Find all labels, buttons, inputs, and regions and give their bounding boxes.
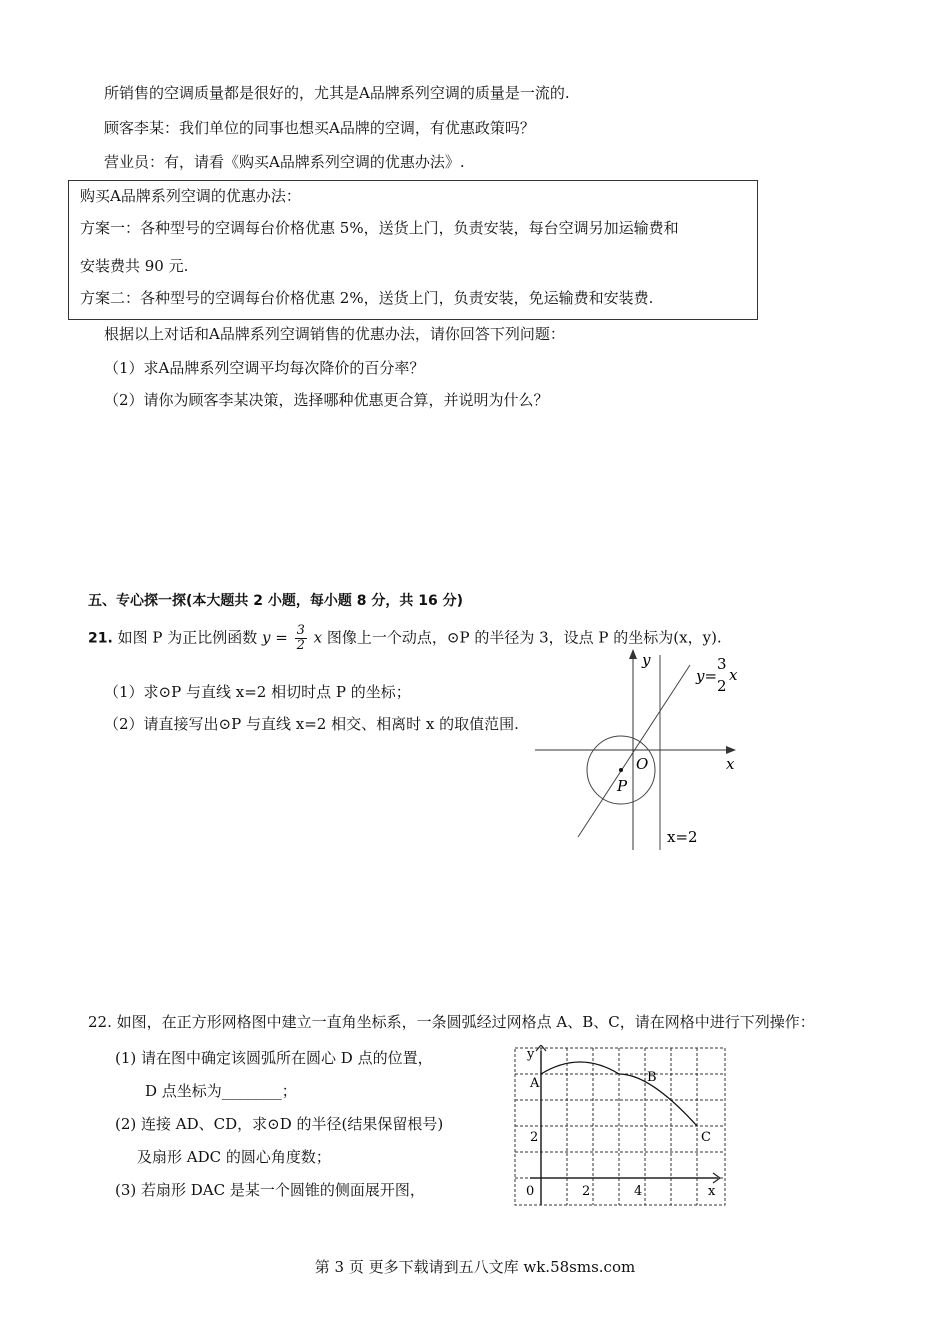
q21-function-line: [578, 665, 690, 837]
q21-stem-b: 图像上一个动点，⊙P 的半径为 3，设点 P 的坐标为(x，y).: [326, 628, 722, 647]
q22-tick-x2: 2: [582, 1184, 591, 1199]
q22-part-1-cont: D 点坐标为________；: [145, 1082, 297, 1100]
q21-part-2: （2）请直接写出⊙P 与直线 x=2 相交、相离时 x 的取值范围.: [104, 715, 519, 733]
q21-line-eq-den: 2: [717, 677, 727, 695]
q21-point-label: P: [617, 777, 628, 795]
q21-stem-a: 如图 P 为正比例函数: [117, 628, 258, 647]
offer-plan-1-cont: 安装费共 90 元.: [80, 257, 189, 275]
q21-origin-label: O: [636, 755, 649, 773]
q21-func-x: x: [313, 628, 323, 647]
q22-point-c: C: [701, 1130, 711, 1145]
offer-title: 购买A品牌系列空调的优惠办法：: [80, 187, 301, 205]
offer-plan-1: 方案一：各种型号的空调每台价格优惠 5%，送货上门，负责安装，每台空调另加运输费和: [80, 219, 679, 237]
q21-y-label: y: [642, 651, 651, 669]
q22-tick-y2: 2: [530, 1130, 539, 1145]
q21-line-eq-left: y=: [696, 667, 718, 685]
q21-frac-num: 3: [296, 623, 305, 638]
q21-number: 21.: [88, 630, 113, 647]
q22-y-label: y: [527, 1047, 535, 1062]
q20-prompt: 根据以上对话和A品牌系列空调销售的优惠办法，请你回答下列问题：: [104, 325, 565, 343]
q21-line-eq-x: x: [729, 666, 738, 684]
page-footer: 第 3 页 更多下载请到五八文库 wk.58sms.com: [314, 1258, 636, 1276]
q22-tick-0: 0: [526, 1184, 535, 1199]
q22-figure: [510, 1045, 730, 1210]
q20-part-2: （2）请你为顾客李某决策，选择哪种优惠更合算，并说明为什么？: [104, 391, 549, 409]
intro-line-3: 营业员：有，请看《购买A品牌系列空调的优惠办法》.: [104, 153, 465, 171]
q22-point-a: A: [530, 1076, 540, 1091]
q22-part-1: (1) 请在图中确定该圆弧所在圆心 D 点的位置，: [115, 1049, 433, 1067]
q21-point-dot: [619, 768, 623, 772]
q21-part-1: （1）求⊙P 与直线 x=2 相切时点 P 的坐标；: [104, 683, 411, 701]
q21-line-eq-num: 3: [717, 655, 727, 673]
q22-part-3: (3) 若扇形 DAC 是某一个圆锥的侧面展开图，: [115, 1181, 425, 1199]
q22-grid: [515, 1048, 725, 1205]
q21-func-y: y =: [262, 628, 288, 647]
q22-part-2: (2) 连接 AD、CD，求⊙D 的半径(结果保留根号): [115, 1115, 444, 1133]
q22-stem: 22. 如图，在正方形网格图中建立一直角坐标系，一条圆弧经过网格点 A、B、C，请在网格中进行下列操作：: [88, 1013, 815, 1031]
intro-line-1: 所销售的空调质量都是很好的，尤其是A品牌系列空调的质量是一流的.: [104, 84, 570, 102]
offer-plan-2: 方案二：各种型号的空调每台价格优惠 2%，送货上门，负责安装，免运输费和安装费.: [80, 289, 654, 307]
q21-figure: [530, 645, 760, 860]
q22-x-label: x: [708, 1184, 716, 1199]
q21-vertical-line-label: x=2: [667, 828, 698, 846]
q20-part-1: （1）求A品牌系列空调平均每次降价的百分率？: [104, 359, 425, 377]
offer-box: [68, 180, 758, 320]
intro-line-2: 顾客李某：我们单位的同事也想买A品牌的空调，有优惠政策吗？: [104, 119, 535, 137]
q21-x-label: x: [726, 755, 735, 773]
q21-fraction: [295, 624, 307, 653]
q22-point-b: B: [647, 1070, 657, 1085]
q22-part-2-cont: 及扇形 ADC 的圆心角度数；: [137, 1148, 331, 1166]
section-heading: 五、专心探一探(本大题共 2 小题，每小题 8 分，共 16 分): [88, 593, 464, 609]
q22-tick-x4: 4: [634, 1184, 643, 1199]
q21-frac-den: 2: [296, 638, 305, 653]
